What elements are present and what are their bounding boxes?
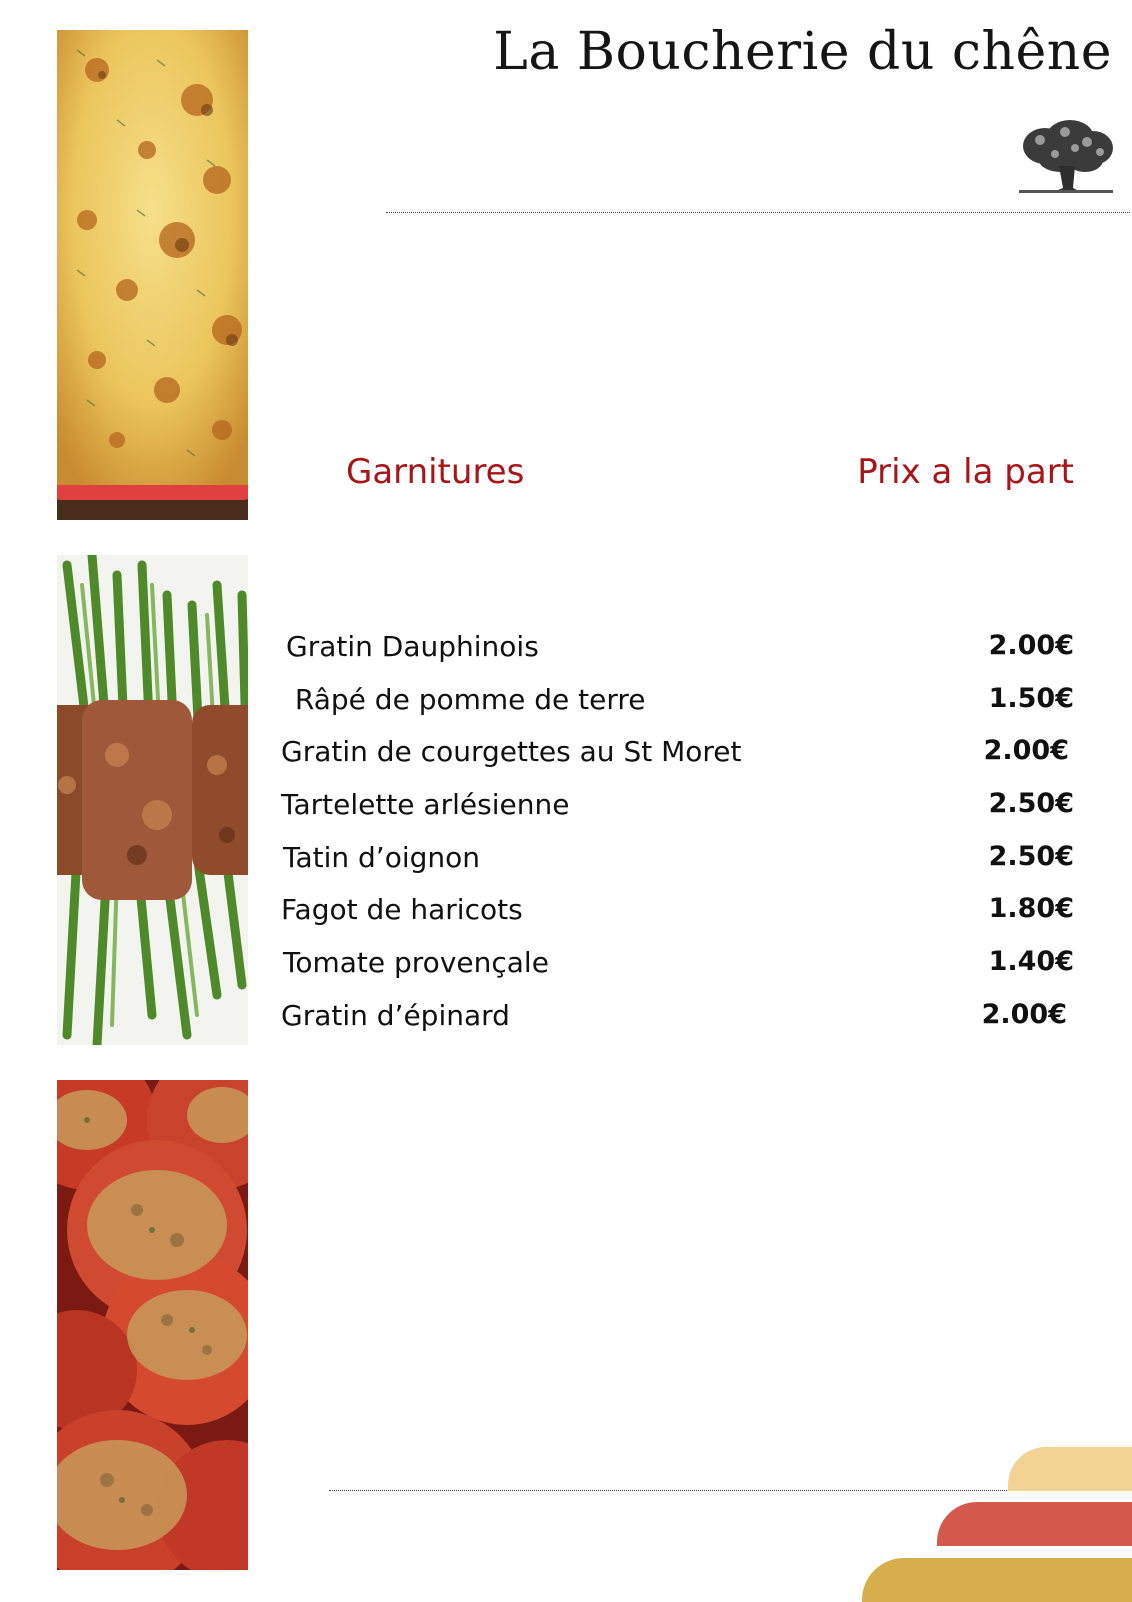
menu-item-name: Gratin Dauphinois: [286, 630, 539, 663]
menu-item-price: 1.40€: [988, 946, 1074, 978]
menu-item: [283, 840, 1074, 894]
menu-item-name: Tartelette arlésienne: [281, 788, 570, 822]
gratin-photo: [57, 30, 248, 520]
price-heading: Prix a la part: [857, 452, 1074, 492]
tomatoes-photo: [57, 1080, 248, 1570]
gratin-image: [57, 30, 248, 520]
decorative-stripe-cream: [1008, 1447, 1132, 1491]
footer-divider: [329, 1490, 1007, 1491]
menu-item-price: 2.00€: [988, 630, 1074, 661]
menu-item: [281, 788, 1074, 841]
menu-item-name: Gratin d’épinard: [281, 998, 510, 1032]
menu-item-price: 1.80€: [988, 893, 1074, 925]
header-divider: [386, 212, 1130, 213]
menu-list: [281, 630, 1074, 1052]
menu-item: [286, 683, 1074, 736]
green-beans-photo: [57, 555, 248, 1045]
menu-item-price: 2.50€: [988, 840, 1074, 872]
restaurant-title: La Boucherie du chêne: [493, 22, 1112, 82]
menu-item: [286, 630, 1074, 683]
oak-tree-icon: [1015, 118, 1117, 196]
menu-item: [283, 946, 1074, 999]
menu-item-name: Tomate provençale: [283, 946, 549, 980]
menu-item: [281, 735, 1074, 788]
green-beans-image: [57, 555, 248, 1045]
tomatoes-image: [57, 1080, 248, 1570]
menu-item-price: 1.50€: [988, 682, 1074, 714]
menu-item-price: 2.50€: [988, 788, 1074, 820]
menu-item-name: Tatin d’oignon: [283, 840, 481, 874]
menu-item-name: Gratin de courgettes au St Moret: [281, 735, 742, 769]
menu-item-price: 2.00€: [983, 735, 1069, 767]
menu-item-name: Fagot de haricots: [281, 893, 523, 927]
menu-item: [281, 893, 1074, 946]
menu-item: [281, 998, 1074, 1052]
garnitures-heading: Garnitures: [346, 452, 525, 492]
decorative-stripe-red: [937, 1502, 1132, 1546]
menu-item-price: 2.00€: [981, 998, 1067, 1030]
menu-item-name: Râpé de pomme de terre: [286, 682, 646, 716]
decorative-stripe-gold: [862, 1558, 1132, 1602]
